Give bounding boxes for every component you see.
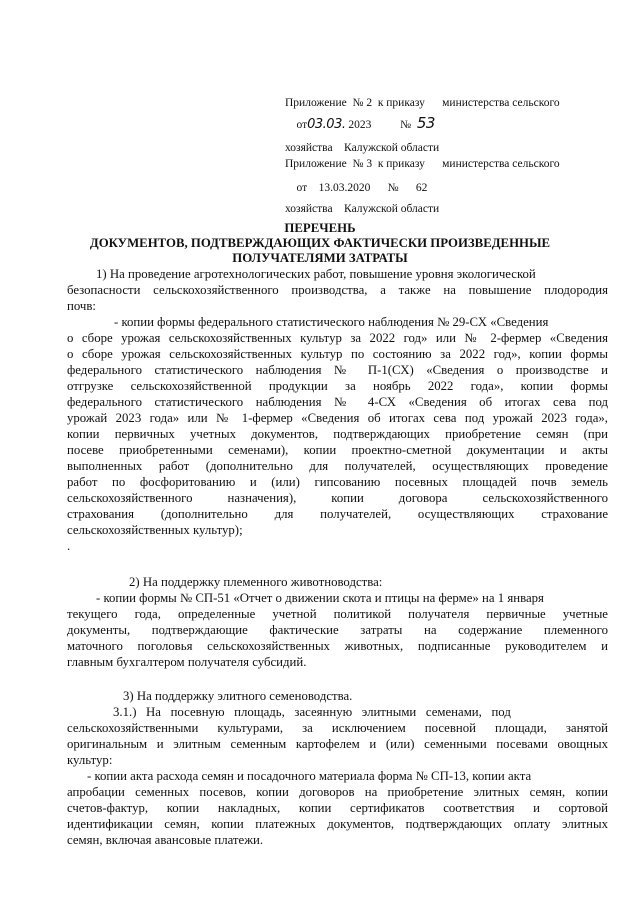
- title-line-1: ПЕРЕЧЕНЬ: [284, 221, 356, 235]
- date-prefix: от: [296, 119, 308, 131]
- section-2-line: 2) На поддержку племенного животноводства:: [129, 575, 383, 589]
- section-1-line: о сборе урожая сельскохозяйственных культур за 2022 год» или № 2-фермер «Сведения: [67, 331, 608, 345]
- section-1-line: урожай 2023 года» или № 1-фермер «Сведения об итогах сева под урожай 2023 года»,: [67, 411, 608, 425]
- section-1-line: федерального статистического наблюдения № 4-СХ «Сведения об итогах сева под: [67, 395, 608, 409]
- section-1-line: - копии формы федерального статистического наблюдения № 29-СХ «Сведения: [114, 315, 549, 329]
- document-title: [60, 221, 580, 266]
- section-3-line: 3.1.) На посевную площадь, засеянную элитными семенами, под: [113, 705, 511, 719]
- section-3: [67, 688, 608, 848]
- date-year: 2023: [348, 119, 372, 131]
- section-1-body: [67, 282, 608, 554]
- section-3-line: апробации семенных посевов, копии договоров на приобретение элитных семян, копии: [67, 785, 608, 799]
- appendix-2-line-1: Приложение № 2 к приказу министерства сельского: [285, 97, 560, 109]
- section-3-line: - копии акта расхода семян и посадочного материала форма № СП-13, копии акта: [87, 769, 532, 783]
- section-1-line: сельскохозяйственного назначения), копии договора сельскохозяйственного: [67, 491, 608, 505]
- section-2-line: маточного поголовья сельскохозяйственных животных, подписанные руководителем и: [67, 639, 608, 653]
- section-3-line: счетов-фактур, копии накладных, копии сертификатов соответствия и сортовой: [67, 801, 608, 815]
- section-3-line: семян, включая авансовые платежи.: [67, 833, 264, 847]
- section-2-line: - копии формы № СП-51 «Отчет о движении скота и птицы на ферме» на 1 января: [96, 591, 544, 605]
- section-2: [67, 574, 608, 670]
- appendix-2-line-2: хозяйства Калужской области: [285, 142, 440, 154]
- section-3-line: 3) На поддержку элитного семеноводства.: [123, 689, 353, 703]
- section-1: [96, 266, 608, 282]
- appendix-3-line-3: от 13.03.2020 № 62: [296, 182, 428, 194]
- handwritten-number: 53: [416, 114, 435, 132]
- section-2-line: главным бухгалтером получателя субсидий.: [67, 655, 307, 669]
- section-1-line: посеве приобретенными семенами), копии проектно-сметной документации и акты: [67, 443, 608, 457]
- section-1-line: выполненных работ (дополнительно для получателей, осуществляющих проведение: [67, 459, 608, 473]
- section-3-line: оригинальным и элитным семенным картофелем и (или) семенными посевами овощных: [67, 737, 608, 751]
- title-line-3: ПОЛУЧАТЕЛЯМИ ЗАТРАТЫ: [232, 251, 408, 265]
- section-1-line: безопасности сельскохозяйственного производства, а также на повышение плодородия: [67, 283, 608, 297]
- section-1-line: отгрузке сельскохозяйственной продукции за ноябрь 2022 года», копии формы: [67, 379, 608, 393]
- section-1-line: страхования (дополнительно для получателей, осуществляющих страхование: [67, 507, 608, 521]
- section-1-line: работ по фосфоритованию и (или) гипсованию посевных площадей почв земель: [67, 475, 608, 489]
- section-3-line: сельскохозяйственными культурами, за исключением посевной площади, занятой: [67, 721, 608, 735]
- appendix-3-line-1: Приложение № 3 к приказу министерства сельского: [285, 158, 560, 170]
- section-1-line: федерального статистического наблюдения № П-1(СХ) «Сведения о производстве и: [67, 363, 608, 377]
- section-2-line: документы, подтверждающие фактические затраты на содержание племенного: [67, 623, 608, 637]
- section-1-line: о сборе урожая сельскохозяйственных культур по состоянию за 2022 год», копии формы: [67, 347, 608, 361]
- section-1-line: сельскохозяйственных культур);: [67, 523, 243, 537]
- section-1-line: почв:: [67, 299, 96, 313]
- section-1-line: 1) На проведение агротехнологических работ, повышение уровня экологической: [96, 267, 536, 281]
- section-3-line: идентификации семян, копии платежных документов, подтверждающих оплату элитных: [67, 817, 608, 831]
- section-3-line: культур:: [67, 753, 113, 767]
- appendix-3-line-2: хозяйства Калужской области: [285, 203, 440, 215]
- appendix-3-date-line: [285, 166, 605, 211]
- number-prefix: №: [400, 119, 412, 131]
- section-1-dot: .: [67, 539, 71, 553]
- section-2-line: текущего года, определенные учетной политикой получателя первичные учетные: [67, 607, 608, 621]
- section-1-line: копии первичных учетных документов, подтверждающих приобретение семян (при: [67, 427, 608, 441]
- handwritten-date: 03.03.: [307, 117, 346, 132]
- title-line-2: ДОКУМЕНТОВ, ПОДТВЕРЖДАЮЩИХ ФАКТИЧЕСКИ ПРОИЗВЕДЕННЫЕ: [89, 236, 551, 250]
